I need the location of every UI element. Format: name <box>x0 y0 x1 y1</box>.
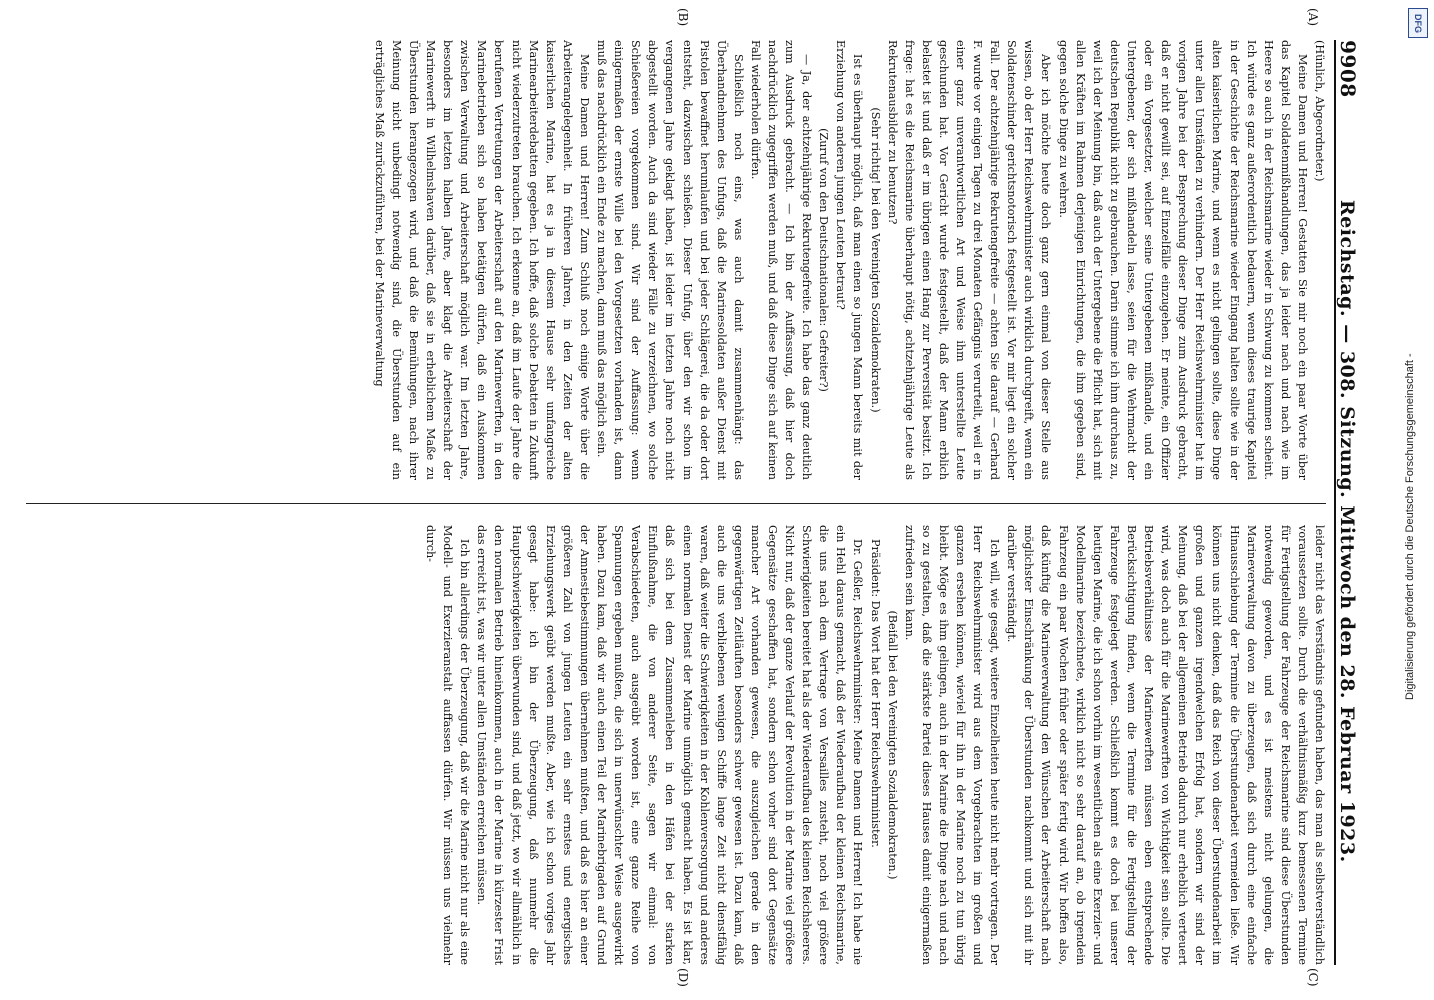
paragraph: Aber ich möchte heute doch ganz gern einmal von dieser Stelle aus wissen, ob der Herr Reichswehrminister auch wirklich durchgreift, wenn ein Soldatenschinder gerichtsnotorisch festgestellt ist. Vor mir liegt ein solcher Fall. Der achtzehnjährige Rekrutengefreite — achten Sie darauf — Gerhard F. wurde vor einigen Tagen zu drei Monaten Gefängnis verurteilt, weil er in einer ganz unverantwortlichen Art und Weise ihm unterstellte Leute geschunden hat. Vor Gericht wurde festgestellt, daß der Mann erblich belastet ist und daß er im übrigen einen Hang zur Perversität besitzt. Ich frage: hat es die Reichsmarine überhaupt nötig, achtzehnjährige Leute als Rekrutenausbilder zu benutzen? <box>885 40 1053 480</box>
margin-marker-d: (D) <box>676 968 690 987</box>
margin-marker-a: (A) <box>1306 8 1320 27</box>
speaker-note: (Hünlich, Abgeordneter.) <box>1313 40 1326 182</box>
page-header <box>1334 40 1372 965</box>
dfg-logo: DFG <box>1408 8 1428 38</box>
paragraph: Dr. Geßler, Reichswehrminister: Meine Damen und Herren! Ich habe nie ein Hehl daraus gemacht, daß der Wiederaufbau der kleinen Reichsmarine, die uns nach dem Vertrage von Versailles zusteht, noch viel größere Schwierigkeiten bereitet hat als der Wiederaufbau des kleinen Reichsheeres. Nicht nur, daß der ganze Verlauf der Revolution in der Marine viel größere Gegensätze geschaffen hat, sondern schon vorher sind dort Gegensätze mancher Art vorhanden gewesen, die auszugleichen gerade in den gegenwärtigen Zeitläuften besonders schwer gewesen ist. Dazu kam, daß auch die uns verbliebenen wenigen Schiffe lange Zeit nicht dienstfähig waren, daß weiter die Schwierigkeiten in der Kohlenversorgung und anderes einen normalen Dienst der Marine unmöglich gemacht haben. Es ist klar, daß sich bei dem Zusammenleben in den Häfen bei der starken Einflußnahme, die von anderer Seite, sagen wir einmal: von Verabschiedeten, auch ausgeübt worden ist, eine ganze Reihe von Spannungen ergeben mußten, die sich in unerwünschter Weise ausgewirkt haben. Dazu kam, daß wir auch einen Teil der Marinebrigaden auf Grund der Amnestiebestimmungen übernehmen mußten, und daß es hier an einer größeren Zahl von jungen Leuten ein sehr ernstes und energisches Erziehungswerk geübt werden mußte. Aber, wie ich schon voriges Jahr gesagt habe: ich bin der Überzeugung, daß nunmehr die Hauptschwierigkeiten überwunden sind, und daß jetzt, wo wir allmählich in den normalen Betrieb hineinkommen, auch in der Marine in kürzester Frist das erreicht ist, was wir unter allen Umständen erreichen müssen. <box>475 525 865 965</box>
interjection: (Zuruf von den Deutschnationalen: Gefreiter?) <box>817 128 831 392</box>
margin-marker-b: (B) <box>676 8 690 27</box>
page-title: Reichstag. — 308. Sitzung. Mittwoch den 28. Februar 1923. <box>1336 199 1358 863</box>
paragraph: Ich bin allerdings der Überzeugung, daß wir die Marine nicht nur als eine Modell- und Exerzieranstalt auffassen dürfen. Wir müssen uns vielmehr durch- <box>424 525 472 965</box>
page-number: 9908 <box>1336 40 1360 98</box>
credit-text: Digitalisierung gefördert durch die Deutsche Forschungsgemeinschaft - <box>1404 353 1416 700</box>
paragraph: Meine Damen und Herren! Zum Schluß noch einige Worte über die Arbeiterangelegenheit. In früheren Jahren, in den Zeiten der alten kaiserlichen Marine, hat es ja in diesem Hause sehr umfangreiche Marinearbeiterdebatten gegeben. Ich hoffe, daß solche Debatten in Zukunft nicht wiederzutreten brauchen. Ich erkenne an, daß im Laufe der Jahre die berufenen Vertretungen der Arbeiterschaft auf den Marinewerften, in den Marinebetrieben sich so haben betätigen dürfen, daß ein Auskommen zwischen Verwaltung und Arbeiterschaft möglich war. Im letzten Jahre, besonders im letzten halben Jahre, aber klagt die Arbeiterschaft der Marinewerft in Wilhelmshaven darüber, daß sie in erheblichem Maße zu Überstunden herangezogen wird, und daß die Bemühungen, nach ihrer Meinung nicht unbedingt notwendig sind, die Überstunden auf ein erträgliches Maß zurückzuführen, bei der Marineverwaltung <box>372 40 591 480</box>
paragraph: Ist es überhaupt möglich, daß man einen so jungen Mann bereits mit der Erziehung von anderen jungen Leuten betraut? <box>834 40 865 480</box>
digitization-credit <box>1404 10 1428 710</box>
left-column <box>18 40 1328 480</box>
right-column <box>18 525 1328 965</box>
paragraph: Präsident: Das Wort hat der Herr Reichswehrminister. <box>868 539 882 848</box>
paragraph: leider nicht das Verständnis gefunden haben, das man als selbstverständlich voraussetzen sollte. Durch die verhältnismäßig kurz bemessenen Termine für Fertigstellung der Fahrzeuge der Reichsmarine sind diese Überstunden notwendig geworden, und es ist meistens nicht gelungen, die Marineverwaltung davon zu überzeugen, daß sich durch eine einfache Hinausschiebung der Termine die Überstundenarbeit vermeiden ließe. Wir können uns nicht denken, daß das Reich von dieser Überstundenarbeit im großen und ganzen irgendwelchen Erfolg hat, sondern wir sind der Meinung, daß bei der allgemeinen Betrieb dadurch nur erheblich verteuert wird, was doch auch für die Marinewerften von Wichtigkeit sein sollte. Die Betriebsverhältnisse der Marinewerften müssen eben entsprechende Berücksichtigung finden, wenn die Termine für die Fertigstellung der Fahrzeuge festgelegt werden. Schließlich kommt es doch bei unserer heutigen Marine, die ich schon vorhin im wesentlichen als eine Exerzier- und Modellmarine bezeichnete, wirklich nicht so sehr darauf an, ob irgendein Fahrzeug ein paar Wochen früher oder später fertig wird. Wir hoffen also, daß künftig die Marineverwaltung den Wünschen der Arbeiterschaft nach möglichster Einschränkung der Überstunden nachkommt und sich mit ihr darüber verständigt. <box>1005 525 1326 965</box>
interjection: (Beifall bei den Vereinigten Sozialdemokraten.) <box>885 610 899 880</box>
column-divider <box>26 503 1326 504</box>
paragraph: — Ja, der achtzehnjährige Rekrutengefreite. Ich habe das ganz deutlich zum Ausdruck gebracht. — Ich bin der Auffassung, daß hier doch nachdrücklich zugegriffen werden muß, und daß diese Dinge sich auf keinen Fall wiederholen dürfen. <box>748 40 814 480</box>
margin-marker-c: (C) <box>1306 968 1320 987</box>
paragraph: Meine Damen und Herren! Gestatten Sie mir noch ein paar Worte über das Kapitel Soldatenmißhandlungen, das ja leider nach und nach wie im Heere so auch in der Reichsmarine wieder in Schwung zu kommen scheint. Ich würde es ganz außerordentlich bedauern, wenn dieses traurige Kapitel in der Geschichte der Reichsmarine wieder Eingang halten sollte wie in der alten kaiserlichen Marine, und wenn es nicht gelingen sollte, diese Dinge unter allen Umständen zu verhindern. Der Herr Reichswehrminister hat im vorigen Jahre bei der Besprechung dieser Dinge zum Ausdruck gebracht, daß er nicht gewillt sei, auf Einzelfälle einzugehen. Er meinte, ein Offizier oder ein Vorgesetzter, welcher seine Untergebenen mißhandle, und ein Untergebener, der sich mißhandeln lasse, seien für die Wehrmacht der deutschen Republik nicht zu gebrauchen. Darin stimme ich ihm durchaus zu, weil ich der Meinung bin, daß auch der Untergebene die Pflicht hat, sich mit allen Kräften im Rahmen derjenigen Einrichtungen, die ihm gegeben sind, gegen solche Dinge zu wehren. <box>1056 40 1309 480</box>
paragraph: Ich will, wie gesagt, weitere Einzelheiten heute nicht mehr vortragen. Der Herr Reichswehrminister wird aus dem Vorgebrachten im großen und ganzen ersehen können, wieviel für ihn in der Marine noch zu tun übrig bleibt. Möge es ihm gelingen, auch in der Marine die Dinge nach und nach so zu gestalten, daß die stärkste Partei dieses Hauses damit einigermaßen zufrieden sein kann. <box>902 525 1002 965</box>
interjection: (Sehr richtig! bei den Vereinigten Sozialdemokraten.) <box>868 107 882 413</box>
paragraph: Schließlich noch eins, was auch damit zusammenhängt: das Überhandnehmen des Unfugs, daß die Marinesoldaten außer Dienst mit Pistolen bewaffnet herumlaufen und bei jeder Schlägerei, die da oder dort entsteht, dazwischen schießen. Dieser Unfug, über den wir schon im vergangenen Jahre geklagt haben, ist leider im letzten Jahre noch nicht abgestellt worden. Auch da sind wieder Fälle zu verzeichnen, wo solche Schießereien vorgekommen sind. Wir sind der Auffassung: wenn einigermaßen der ernste Wille bei den Vorgesetzten vorhanden ist, dann muß das nachdrücklich ein Ende zu machen, dann muß das möglich sein. <box>595 40 745 480</box>
